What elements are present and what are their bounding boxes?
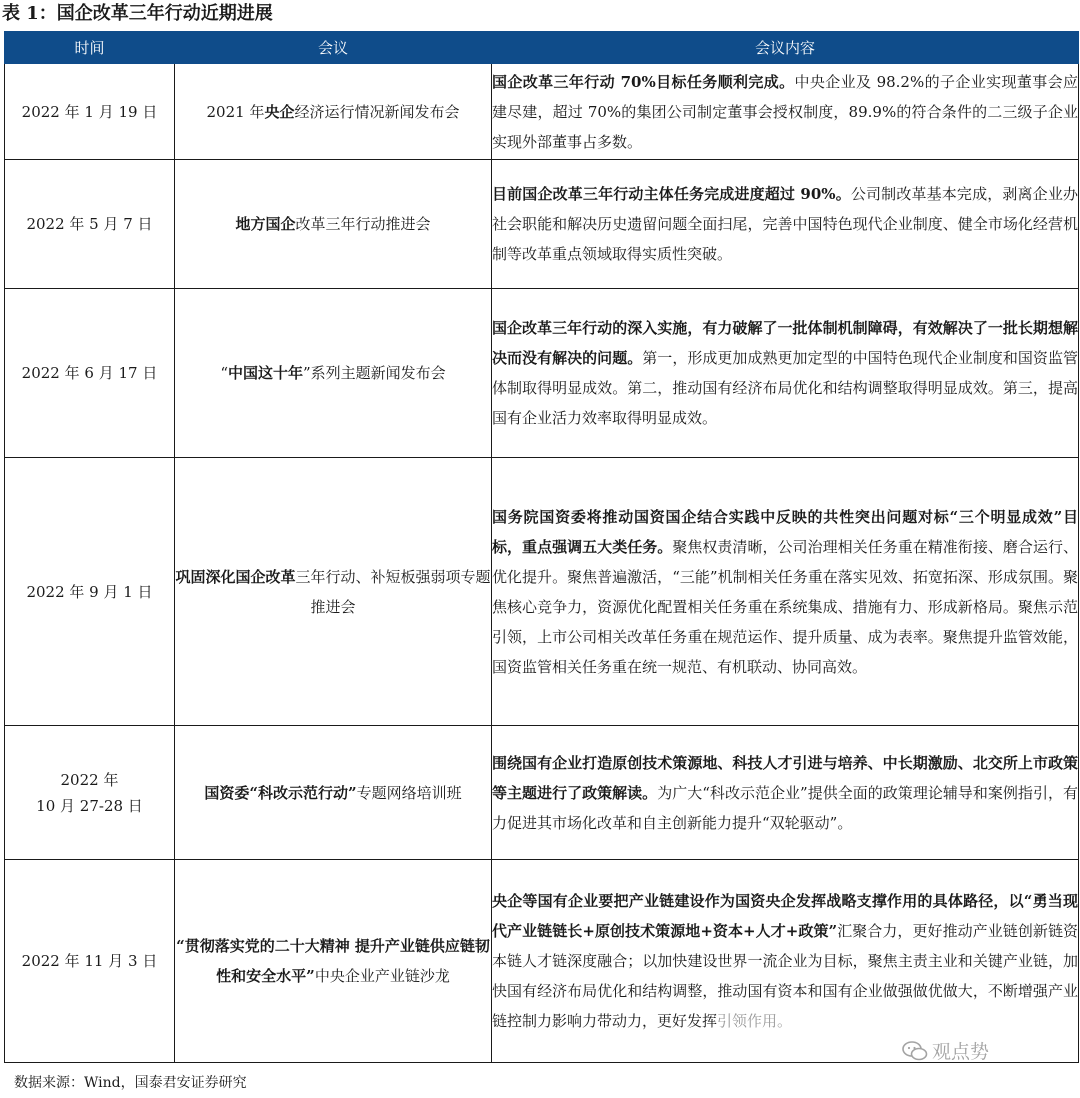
meeting-text: 经济运行情况新闻发布会 (294, 102, 460, 121)
content-text-bold: 目前国企改革三年行动主体任务完成进度超过 90%。 (492, 185, 851, 203)
content-text: 汇聚合力，更好推动产业链创新链资本链人才链深度融合；以加快建设世界一流企业为目标，聚焦主责主业和关键产业链，加快国有经济布局优化和结构调整，推动国有资本和国有企业做强做优做大，不断增强产业链控制力影响力带动力，更好发挥 (492, 922, 1078, 1030)
time-text: 2022 年 (60, 770, 119, 789)
header-content: 会议内容 (492, 32, 1079, 64)
table-row (5, 458, 1079, 726)
meeting-text: 中央企业产业链沙龙 (314, 967, 450, 985)
progress-table (4, 31, 1079, 1063)
time-cell (5, 160, 175, 289)
content-text: 公司制改革基本完成，剥离企业办社会职能和解决历史遗留问题全面扫尾，完善中国特色现代企业制度、健全市场化经营机制等改革重点领域取得实质性突破。 (492, 185, 1078, 263)
content-cell (492, 458, 1079, 726)
content-cell (492, 289, 1079, 458)
data-source-note: 数据来源：Wind，国泰君安证券研究 (14, 1075, 247, 1091)
table-header-row (5, 32, 1079, 64)
meeting-text: 三年行动、补短板强弱项专题推进会 (295, 567, 491, 616)
time-text: 2022 年 9 月 1 日 (26, 582, 153, 601)
time-cell (5, 64, 175, 160)
content-text: 引领作用。 (717, 1012, 793, 1030)
meeting-text-bold: 央企 (264, 102, 295, 121)
meeting-text: 2021 年 (206, 102, 265, 121)
content-cell (492, 64, 1079, 160)
content-text-bold: 国企改革三年行动 70%目标任务顺利完成。 (492, 72, 795, 91)
time-text: 2022 年 6 月 17 日 (21, 364, 158, 382)
meeting-cell (175, 726, 492, 860)
time-text: 2022 年 5 月 7 日 (26, 215, 153, 233)
table-title: 表 1：国企改革三年行动近期进展 (2, 3, 273, 24)
content-text-bold: 国企改革三年行动的深入实施，有力破解了一批体制机制障碍，有效解决了一批长期想解决而没有解决的问题。 (492, 319, 1078, 367)
content-text-bold: 央企等国有企业要把产业链建设作为国资央企发挥战略支撑作用的具体路径，以“勇当现代产业链链长+原创技术策源地+资本+人才+政策” (492, 892, 1078, 940)
content-cell (492, 860, 1079, 1063)
time-text: 2022 年 1 月 19 日 (21, 102, 158, 121)
meeting-cell (175, 160, 492, 289)
watermark-text: 观点势 (932, 1041, 990, 1063)
meeting-text-bold: 国资委“科改示范行动” (204, 783, 357, 802)
meeting-cell (175, 289, 492, 458)
meeting-cell (175, 860, 492, 1063)
content-cell (492, 160, 1079, 289)
time-text: 2022 年 11 月 3 日 (21, 952, 158, 970)
meeting-text: “ (220, 364, 228, 382)
wechat-icon (902, 1041, 928, 1061)
meeting-text: 专题网络培训班 (356, 783, 462, 802)
time-cell (5, 289, 175, 458)
meeting-text-bold: 地方国企 (235, 215, 296, 233)
meeting-cell (175, 64, 492, 160)
meeting-text: 改革三年行动推进会 (295, 215, 431, 233)
time-cell (5, 726, 175, 860)
table-row (5, 160, 1079, 289)
meeting-text-bold: 中国这十年 (227, 364, 303, 382)
table-row (5, 860, 1079, 1063)
time-cell (5, 458, 175, 726)
content-text: 中央企业及 98.2%的子企业实现董事会应建尽建，超过 70%的集团公司制定董事会授权制度，89.9%的符合条件的二三级子企业实现外部董事占多数。 (492, 72, 1078, 151)
watermark (902, 1037, 989, 1064)
content-text-bold: 围绕国有企业打造原创技术策源地、科技人才引进与培养、中长期激励、北交所上市政策等主题进行了政策解读。 (492, 753, 1078, 802)
table-row (5, 64, 1079, 160)
meeting-text: ”系列主题新闻发布会 (303, 364, 446, 382)
time-text: 10 月 27-28 日 (36, 796, 143, 815)
meeting-cell (175, 458, 492, 726)
content-cell (492, 726, 1079, 860)
content-text: 为广大“科改示范企业”提供全面的政策理论辅导和案例指引，有力促进其市场化改革和自主创新能力提升“双轮驱动”。 (492, 783, 1078, 832)
time-cell (5, 860, 175, 1063)
header-meeting: 会议 (175, 32, 492, 64)
meeting-text-bold: “贯彻落实党的二十大精神 提升产业链供应链韧性和安全水平” (176, 937, 490, 985)
table-row (5, 726, 1079, 860)
content-text-bold: 国务院国资委将推动国资国企结合实践中反映的共性突出问题对标“三个明显成效”目标，重点强调五大类任务。 (492, 507, 1078, 556)
content-text: 聚焦权责清晰，公司治理相关任务重在精准衔接、磨合运行、优化提升。聚焦普遍激活，“三能”机制相关任务重在落实见效、拓宽拓深、形成氛围。聚焦核心竞争力，资源优化配置相关任务重在系统集成、措施有力、形成新格局。聚焦示范引领，上市公司相关改革任务重在规范运作、提升质量、成为表率。聚焦提升监管效能，国资监管相关任务重在统一规范、有机联动、协同高效。 (492, 537, 1078, 676)
table-row (5, 289, 1079, 458)
content-text: 第一，形成更加成熟更加定型的中国特色现代企业制度和国资监管体制取得明显成效。第二，推动国有经济布局优化和结构调整取得明显成效。第三，提高国有企业活力效率取得明显成效。 (492, 349, 1078, 427)
meeting-text-bold: 巩固深化国企改革 (175, 567, 296, 586)
header-time: 时间 (5, 32, 175, 64)
